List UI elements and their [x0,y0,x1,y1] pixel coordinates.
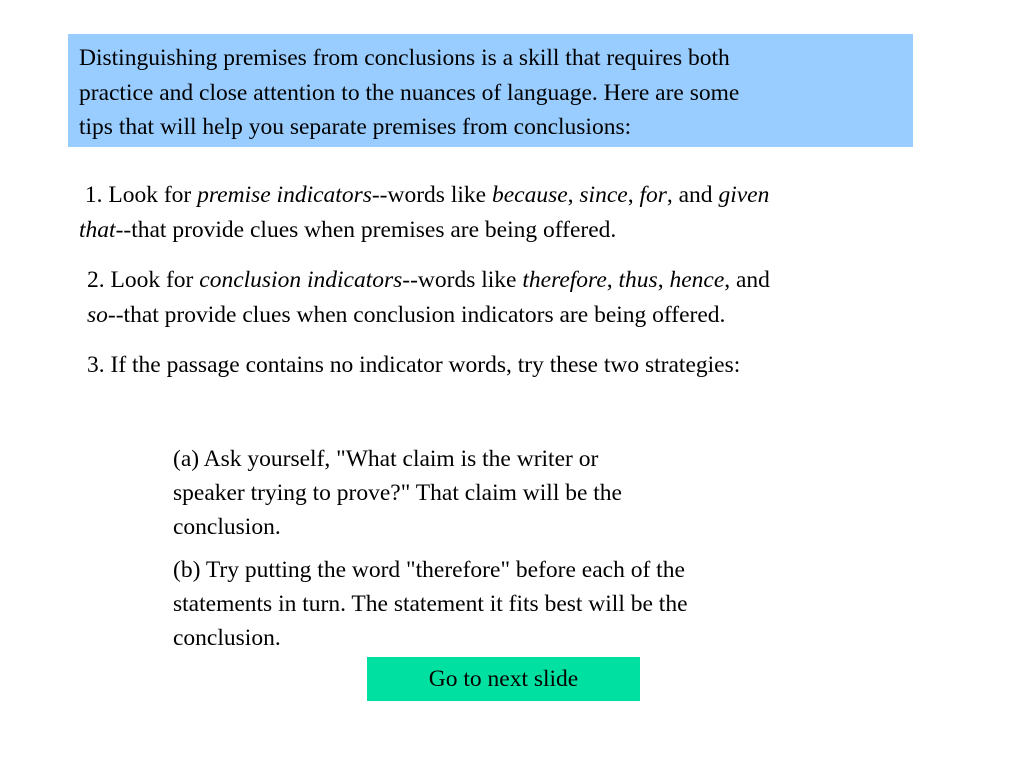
strategy-therefore-test [173,553,688,655]
indicator-word: thus [618,267,658,293]
indicator-word: since [579,182,628,208]
indicator-word: for [639,182,667,208]
tip-text: --that provide clues when premises are being offered. [115,216,617,243]
tip-line [87,298,770,333]
strategy-line: speaker trying to prove?" That claim will be the [173,480,622,506]
separator: , [657,267,670,293]
tip-prefix: 1. Look for [79,182,198,208]
tip-text: --words like [371,182,492,208]
indicator-word: because [491,182,568,208]
next-slide-button[interactable]: Go to next slide [367,657,640,701]
tip-term: premise indicators [197,182,372,208]
tip-line [87,263,770,298]
separator: , and [724,267,770,293]
strategy-line: (a) Ask yourself, "What claim is the writer or [173,446,599,472]
tip-prefix: 2. Look for [87,267,200,293]
intro-box [68,34,913,147]
indicator-word: given [718,182,770,208]
strategy-line: conclusion. [173,625,281,651]
strategy-line: (b) Try putting the word "therefore" before each of the [173,557,685,583]
tip-no-indicators [87,348,740,383]
intro-line: tips that will help you separate premises from conclusions: [79,114,632,140]
separator: , and [666,182,719,208]
separator: , [627,182,640,208]
strategy-line: conclusion. [173,514,281,540]
tip-text: --words like [402,267,523,293]
intro-line: Distinguishing premises from conclusions is a skill that requires both [79,45,730,71]
strategy-line: statements in turn. The statement it fits best will be the [173,591,688,617]
separator: , [606,267,619,293]
separator: , [567,182,580,208]
indicator-word: hence [669,267,725,293]
intro-line: practice and close attention to the nuances of language. Here are some [79,79,740,106]
tip-text: --that provide clues when conclusion indicators are being offered. [107,301,726,328]
tip-premise-indicators [79,178,769,247]
tip-line: 3. If the passage contains no indicator words, try these two strategies: [87,352,741,378]
indicator-word: so [87,301,108,328]
tip-term: conclusion indicators [199,267,403,293]
tip-conclusion-indicators [87,263,770,332]
indicator-word: therefore [522,267,607,293]
tip-line [79,178,769,213]
tip-line [79,213,769,248]
indicator-word: that [79,216,116,243]
strategy-ask-yourself [173,442,622,544]
